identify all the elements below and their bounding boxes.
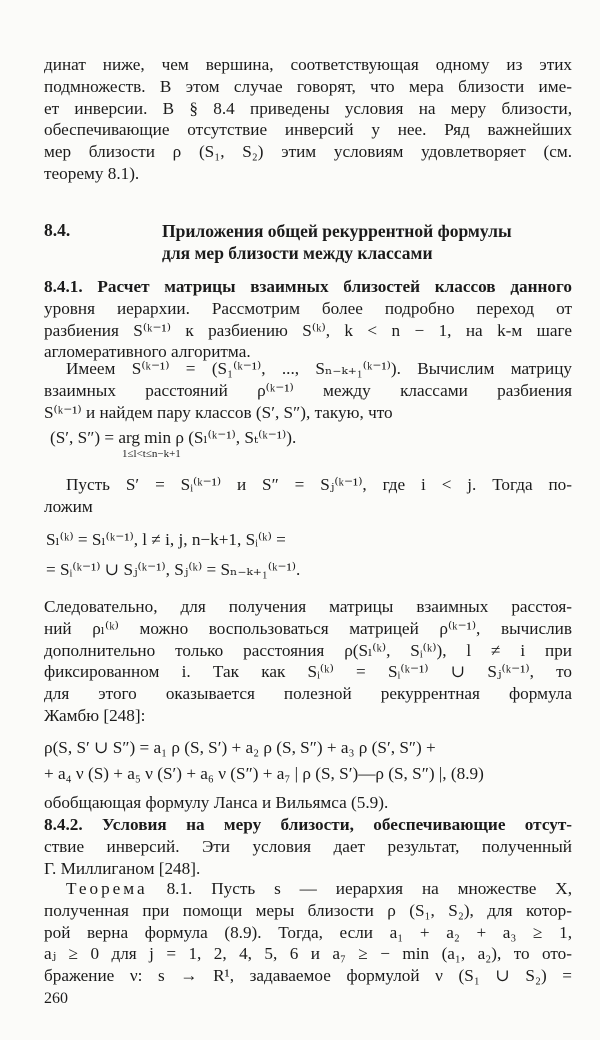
text-line: фиксированном i. Так как Sᵢ⁽ᵏ⁾ = Sᵢ⁽ᵏ⁻¹⁾ ∪ Sⱼ⁽ᵏ⁻¹⁾, то xyxy=(44,662,572,682)
theorem-label: Теорема xyxy=(66,879,148,898)
theorem-first-line xyxy=(44,878,572,900)
intro-paragraph xyxy=(44,54,572,185)
subsection-8-4-2 xyxy=(44,814,572,879)
section-title-line: для мер близости между классами xyxy=(162,243,433,263)
recurrence-formula-line-1: ρ(S, S′ ∪ S″) = a₁ ρ (S, S′) + a₂ ρ (S, S″) + a₃ ρ (S′, S″) + xyxy=(44,738,436,757)
section-title-line: Приложения общей рекуррентной формулы xyxy=(162,221,512,241)
text-line: Г. Миллиганом [248]. xyxy=(44,858,201,878)
set-formula-line-1: Sₗ⁽ᵏ⁾ = Sₗ⁽ᵏ⁻¹⁾, l ≠ i, j, n−k+1, Sᵢ⁽ᵏ⁾ = xyxy=(46,530,286,549)
section-number: 8.4. xyxy=(44,220,71,240)
after-formula-line xyxy=(44,792,572,814)
text-line: Имеем S⁽ᵏ⁻¹⁾ = (S₁⁽ᵏ⁻¹⁾, ..., Sₙ₋ₖ₊₁⁽ᵏ⁻¹⁾). Вычислим матрицу xyxy=(66,359,572,378)
text-line: Пусть S′ = Sᵢ⁽ᵏ⁻¹⁾ и S″ = Sⱼ⁽ᵏ⁻¹⁾, где i < j. Тогда по- xyxy=(66,475,572,494)
text-line: мер близости ρ (S₁, S₂) этим условиям удовлетворяет (см. xyxy=(44,142,572,162)
text-line: агломеративного алгоритма. xyxy=(44,342,251,362)
text-line: 8.1. Пусть s — иерархия на множестве X, xyxy=(147,879,572,898)
text-line: aⱼ ≥ 0 для j = 1, 2, 4, 5, 6 и a₇ ≥ − min (a₁, a₂), то ото- xyxy=(44,944,572,964)
text-line: ний ρₗ⁽ᵏ⁾ можно воспользоваться матрицей ρ⁽ᵏ⁻¹⁾, вычислив xyxy=(44,618,572,638)
text-line: S⁽ᵏ⁻¹⁾ и найдем пару классов (S′, S″), такую, что xyxy=(44,402,393,422)
text-line: обобщающая формулу Ланса и Вильямса (5.9). xyxy=(44,793,389,812)
page-number: 260 xyxy=(44,990,68,1007)
set-formula-line-2: = Sᵢ⁽ᵏ⁻¹⁾ ∪ Sⱼ⁽ᵏ⁻¹⁾, Sⱼ⁽ᵏ⁾ = Sₙ₋ₖ₊₁⁽ᵏ⁻¹⁾. xyxy=(46,560,301,579)
text-line: дополнительно только расстояния ρ(Sₗ⁽ᵏ⁾, Sᵢ⁽ᵏ⁾), l ≠ i при xyxy=(44,640,572,660)
text-line: уровня иерархии. Рассмотрим более подробно переход от xyxy=(44,298,572,318)
section-title xyxy=(162,220,572,264)
theorem-paragraph xyxy=(44,878,572,987)
argmin-formula: (S′, S″) = arg min ρ (Sₗ⁽ᵏ⁻¹⁾, Sₜ⁽ᵏ⁻¹⁾). xyxy=(50,428,297,447)
text-line: подмножеств. В этом случае говорят, что мера близости име- xyxy=(44,76,572,96)
text-line: рой верна формула (8.9). Тогда, если a₁ + a₂ + a₃ ≥ 1, xyxy=(44,922,572,942)
text-line: для этого оказывается полезной рекуррентная формула xyxy=(44,684,572,704)
text-line: динат ниже, чем вершина, соответствующая одному из этих xyxy=(44,55,572,74)
text-line: ложим xyxy=(44,496,93,516)
text-line: обеспечивающие отсутствие инверсий у нее. Ряд важнейших xyxy=(44,120,572,140)
have-paragraph xyxy=(44,358,572,423)
text-line: бражение ν: s → R¹, задаваемое формулой ν (S₁ ∪ S₂) = xyxy=(44,966,572,986)
subsection-heading: 8.4.2. Условия на меру близости, обеспечивающие отсут- xyxy=(44,815,572,834)
text-line: взаимных расстояний ρ⁽ᵏ⁻¹⁾ между классами разбиения xyxy=(44,380,572,400)
let-paragraph xyxy=(44,474,572,518)
text-line: ет инверсии. В § 8.4 приведены условия на меру близости, xyxy=(44,98,572,118)
text-line: Следовательно, для получения матрицы взаимных расстоя- xyxy=(44,597,572,616)
subsection-heading: 8.4.1. Расчет матрицы взаимных близостей классов данного xyxy=(44,277,572,296)
text-line: теорему 8.1). xyxy=(44,163,140,183)
argmin-subscript: 1≤l<t≤n−k+1 xyxy=(122,448,181,460)
text-line: разбиения S⁽ᵏ⁻¹⁾ к разбиению S⁽ᵏ⁾, k < n − 1, на k-м шаге xyxy=(44,320,572,340)
recurrence-formula-line-2: + a₄ ν (S) + a₅ ν (S′) + a₆ ν (S″) + a₇ | ρ (S, S′)—ρ (S, S″) |, (8.9) xyxy=(44,764,484,783)
text-line: полученная при помощи меры близости ρ (S₁, S₂), для котор- xyxy=(44,900,572,920)
text-line: ствие инверсий. Эти условия дает результат, полученный xyxy=(44,836,572,856)
text-line: Жамбю [248]: xyxy=(44,705,146,725)
consequence-paragraph xyxy=(44,596,572,727)
subsection-8-4-1 xyxy=(44,276,572,363)
